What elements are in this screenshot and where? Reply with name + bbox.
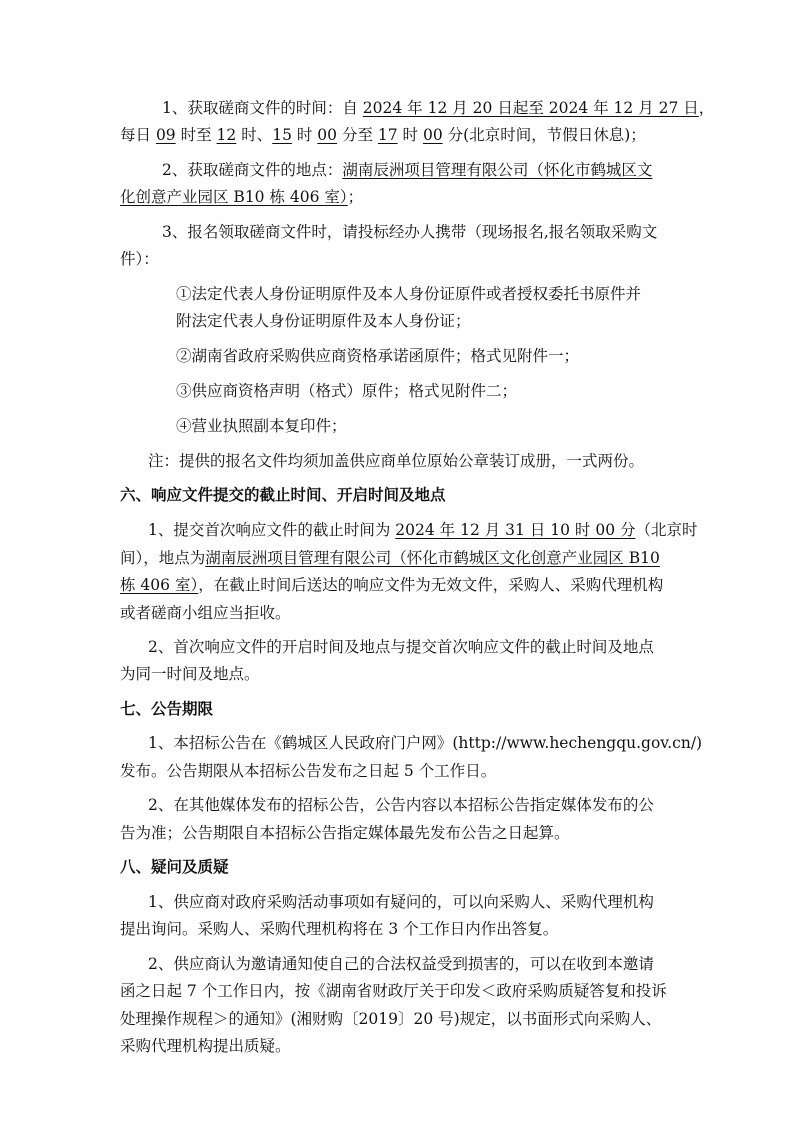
section-7-heading: 七、公告期限 xyxy=(120,700,214,718)
p1-text: 分至 xyxy=(337,126,378,144)
p2-line2 xyxy=(120,187,363,207)
item-4: ④营业执照副本复印件； xyxy=(176,417,347,435)
p3-line2: 件）： xyxy=(120,250,159,268)
s6-p1-text: ，在截止时间后送达的响应文件为无效文件，采购人、采购代理机构 xyxy=(198,576,664,594)
s7-p1-line2: 发布。公告期限从本招标公告发布之日起 5 个工作日。 xyxy=(120,762,497,780)
s6-p1-line2 xyxy=(120,548,660,568)
s6-location: 湖南辰洲项目管理有限公司（怀化市鹤城区文化创意产业园区 B10 xyxy=(205,549,660,567)
s8-p2-line3: 处理操作规程＞的通知》(湘财购〔2019〕20 号)规定，以书面形式向采购人、 xyxy=(120,1010,662,1028)
p1-minute: 00 xyxy=(317,126,338,144)
p2-location: 湖南辰洲项目管理有限公司（怀化市鹤城区文 xyxy=(342,161,653,179)
section-8-heading: 八、疑问及质疑 xyxy=(120,858,229,876)
section-6-heading: 六、响应文件提交的截止时间、开启时间及地点 xyxy=(120,486,446,504)
p1-text: 分(北京时间，节假日休息)； xyxy=(442,126,646,144)
item-1-line2: 附法定代表人身份证明原件及本人身份证； xyxy=(176,312,471,330)
p1-hour: 12 xyxy=(216,126,237,144)
note: 注：提供的报名文件均须加盖供应商单位原始公章装订成册，一式两份。 xyxy=(148,452,645,470)
item-2: ②湖南省政府采购供应商资格承诺函原件；格式见附件一； xyxy=(176,347,580,365)
s6-location: 栋 406 室） xyxy=(120,576,199,594)
p1-text: 时 xyxy=(397,126,423,144)
s6-p1-line4: 或者磋商小组应当拒收。 xyxy=(120,604,291,622)
s8-p1-line1: 1、供应商对政府采购活动事项如有疑问的，可以向采购人、采购代理机构 xyxy=(148,893,654,911)
p1-line2 xyxy=(120,125,646,145)
s6-p1-line1-end: （北京时 xyxy=(635,521,698,539)
s6-p1-line3 xyxy=(120,575,663,595)
s8-p2-line2: 函之日起 7 个工作日内，按《湖南省财政厅关于印发＜政府采购质疑答复和投诉 xyxy=(120,982,667,1000)
p1-text: 时、 xyxy=(236,126,273,144)
p1-time-range: 2024 年 12 月 20 日起至 2024 年 12 月 27 日 xyxy=(362,99,699,117)
s6-p1-prefix: 1、提交首次响应文件的截止时间为 xyxy=(148,521,396,539)
s7-p2-line1: 2、在其他媒体发布的招标公告，公告内容以本招标公告指定媒体发布的公 xyxy=(148,796,654,814)
p1-line1 xyxy=(162,98,714,118)
p1-text: 时 xyxy=(291,126,318,144)
item-1-line1: ①法定代表人身份证明原件及本人身份证原件或者授权委托书原件并 xyxy=(176,285,642,303)
p1-text: 时至 xyxy=(175,126,217,144)
p3-line1: 3、报名领取磋商文件时，请投标经办人携带（现场报名,报名领取采购文 xyxy=(162,223,658,241)
s6-deadline: 2024 年 12 月 31 日 10 时 00 分 xyxy=(395,521,636,539)
s7-p1-line1: 1、本招标公告在《鹤城区人民政府门户网》(http://www.hechengqu.gov.cn/) xyxy=(148,734,703,752)
s6-p2-line2: 为同一时间及地点。 xyxy=(120,665,260,683)
s8-p2-line1: 2、供应商认为邀请通知使自己的合法权益受到损害的，可以在收到本邀请 xyxy=(148,955,654,973)
p1-line1-end: ， xyxy=(698,99,715,117)
p2-prefix: 2、获取磋商文件的地点： xyxy=(162,161,343,179)
s8-p2-line4: 采购代理机构提出质疑。 xyxy=(120,1037,291,1055)
p1-hour: 09 xyxy=(155,126,176,144)
item-3: ③供应商资格声明（格式）原件；格式见附件二； xyxy=(176,382,518,400)
p2-line1 xyxy=(162,160,652,180)
p2-line2-end: ； xyxy=(347,188,364,206)
p1-hour: 17 xyxy=(377,126,398,144)
s7-p2-line2: 告为准；公告期限自本招标公告指定媒体最先发布公告之日起算。 xyxy=(120,824,570,842)
s8-p1-line2: 提出询问。采购人、采购代理机构将在 3 个工作日内作出答复。 xyxy=(120,920,559,938)
p1-hour: 15 xyxy=(272,126,292,144)
p1-minute: 00 xyxy=(422,126,443,144)
s6-p2-line1: 2、首次响应文件的开启时间及地点与提交首次响应文件的截止时间及地点 xyxy=(148,638,654,656)
p1-prefix: 1、获取磋商文件的时间：自 xyxy=(162,99,363,117)
p2-location: 化创意产业园区 B10 栋 406 室） xyxy=(120,188,348,206)
s6-p1-text: 间），地点为 xyxy=(120,549,206,567)
s6-p1-line1 xyxy=(148,520,698,540)
p1-text: 每日 xyxy=(120,126,156,144)
